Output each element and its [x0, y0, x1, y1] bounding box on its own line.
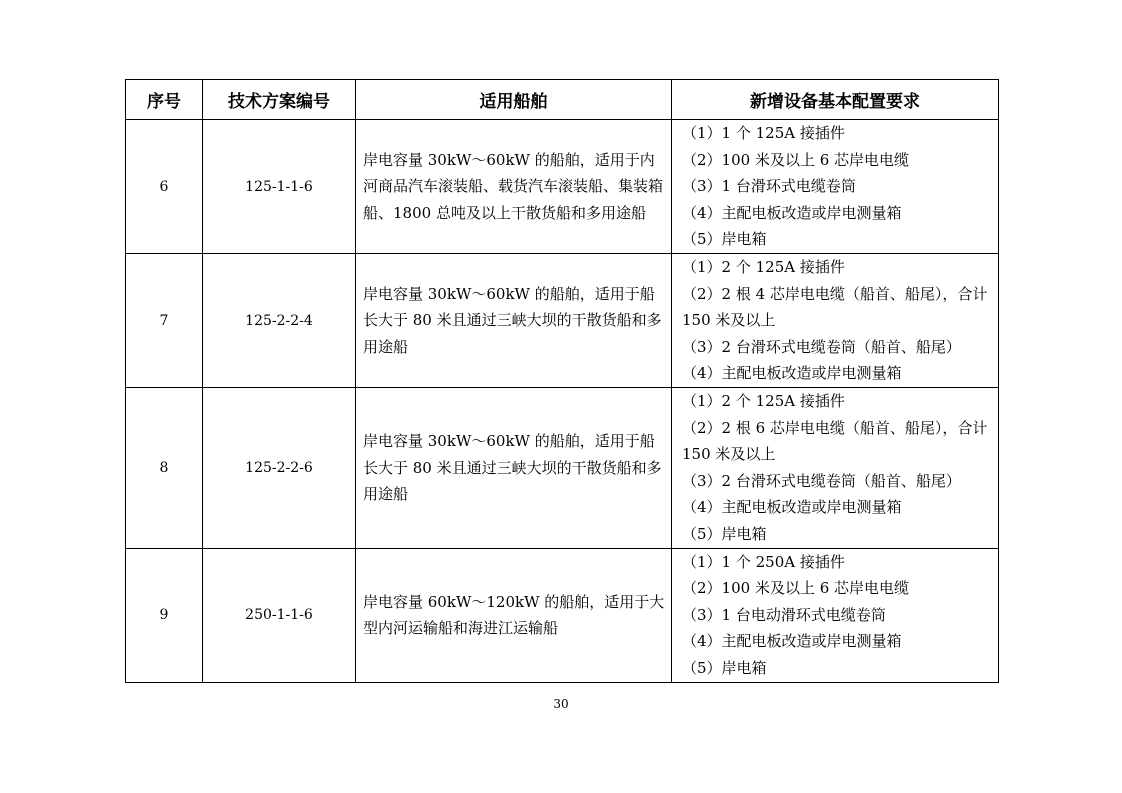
requirement-item: （2）100 米及以上 6 芯岸电电缆 — [682, 150, 910, 169]
requirement-item: （5）岸电箱 — [682, 658, 767, 677]
row-applicable-ship: 岸电容量 30kW～60kW 的船舶，适用于船长大于 80 米且通过三峡大坝的干散货船和多用途船 — [356, 254, 672, 388]
table-row — [126, 388, 999, 549]
requirement-item: （3）1 台电动滑环式电缆卷筒 — [682, 605, 886, 624]
row-no: 8 — [126, 388, 203, 549]
header-equipment-requirements: 新增设备基本配置要求 — [672, 80, 999, 120]
requirement-item: （1）1 个 250A 接插件 — [682, 552, 845, 571]
table-row — [126, 120, 999, 254]
requirement-item: （5）岸电箱 — [682, 524, 767, 543]
row-requirements — [672, 254, 999, 388]
requirement-item: （4）主配电板改造或岸电测量箱 — [682, 632, 902, 651]
requirement-item: （1）2 个 125A 接插件 — [682, 258, 845, 277]
table-row — [126, 254, 999, 388]
requirement-item: （1）1 个 125A 接插件 — [682, 124, 845, 143]
row-scheme-code: 125-2-2-4 — [203, 254, 356, 388]
row-scheme-code: 125-1-1-6 — [203, 120, 356, 254]
row-applicable-ship: 岸电容量 30kW～60kW 的船舶，适用于船长大于 80 米且通过三峡大坝的干散货船和多用途船 — [356, 388, 672, 549]
requirement-item: （3）1 台滑环式电缆卷筒 — [682, 177, 856, 196]
row-applicable-ship: 岸电容量 30kW～60kW 的船舶，适用于内河商品汽车滚装船、载货汽车滚装船、集装箱船、1800 总吨及以上干散货船和多用途船 — [356, 120, 672, 254]
requirement-item: （4）主配电板改造或岸电测量箱 — [682, 364, 902, 383]
table-header-row — [126, 80, 999, 120]
row-scheme-code: 250-1-1-6 — [203, 548, 356, 682]
row-requirements — [672, 548, 999, 682]
row-scheme-code: 125-2-2-6 — [203, 388, 356, 549]
requirement-item: （3）2 台滑环式电缆卷筒（船首、船尾） — [682, 337, 961, 356]
requirement-item: （2）2 根 6 芯岸电电缆（船首、船尾），合计 150 米及以上 — [682, 418, 988, 464]
row-no: 7 — [126, 254, 203, 388]
header-scheme-code: 技术方案编号 — [203, 80, 356, 120]
header-no: 序号 — [126, 80, 203, 120]
requirement-item: （4）主配电板改造或岸电测量箱 — [682, 498, 902, 517]
row-no: 6 — [126, 120, 203, 254]
row-no: 9 — [126, 548, 203, 682]
requirement-item: （5）岸电箱 — [682, 230, 767, 249]
row-requirements — [672, 388, 999, 549]
row-requirements — [672, 120, 999, 254]
requirement-item: （2）2 根 4 芯岸电电缆（船首、船尾），合计 150 米及以上 — [682, 284, 988, 330]
requirement-item: （4）主配电板改造或岸电测量箱 — [682, 203, 902, 222]
equipment-spec-table — [125, 79, 999, 683]
row-applicable-ship: 岸电容量 60kW～120kW 的船舶，适用于大型内河运输船和海进江运输船 — [356, 548, 672, 682]
page-number: 30 — [553, 697, 569, 711]
table-row — [126, 548, 999, 682]
header-applicable-ship: 适用船舶 — [356, 80, 672, 120]
requirement-item: （3）2 台滑环式电缆卷筒（船首、船尾） — [682, 471, 961, 490]
requirement-item: （2）100 米及以上 6 芯岸电电缆 — [682, 579, 910, 598]
requirement-item: （1）2 个 125A 接插件 — [682, 392, 845, 410]
